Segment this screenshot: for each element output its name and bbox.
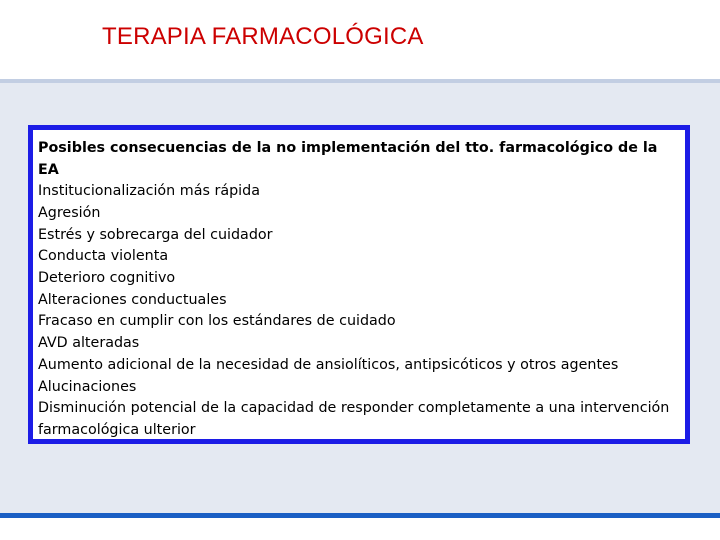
consequences-list: [38, 181, 679, 441]
list-item: Deterioro cognitivo: [38, 270, 176, 286]
list-item: AVD alteradas: [38, 335, 140, 352]
list-item: Agresión: [38, 204, 101, 221]
list-item: Institucionalización más rápida: [38, 183, 260, 200]
list-item: Alucinaciones: [38, 378, 137, 395]
slide-title: TERAPIA FARMACOLÓGICA: [102, 23, 424, 50]
footer-strip: [0, 518, 720, 540]
list-item: Disminución potencial de la capacidad de responder completamente a una intervención farmacológica ulterior: [38, 400, 670, 438]
consequences-heading: Posibles consecuencias de la no implementación del tto. farmacológico de la EA: [38, 140, 658, 178]
list-item: Conducta violenta: [38, 248, 169, 265]
list-item: Aumento adicional de la necesidad de ansiolíticos, antipsicóticos y otros agentes: [38, 356, 619, 373]
list-item: Alteraciones conductuales: [38, 291, 227, 308]
list-item: Fracaso en cumplir con los estándares de cuidado: [38, 313, 396, 330]
list-item: Estrés y sobrecarga del cuidador: [38, 226, 273, 243]
consequences-box: [28, 125, 690, 444]
